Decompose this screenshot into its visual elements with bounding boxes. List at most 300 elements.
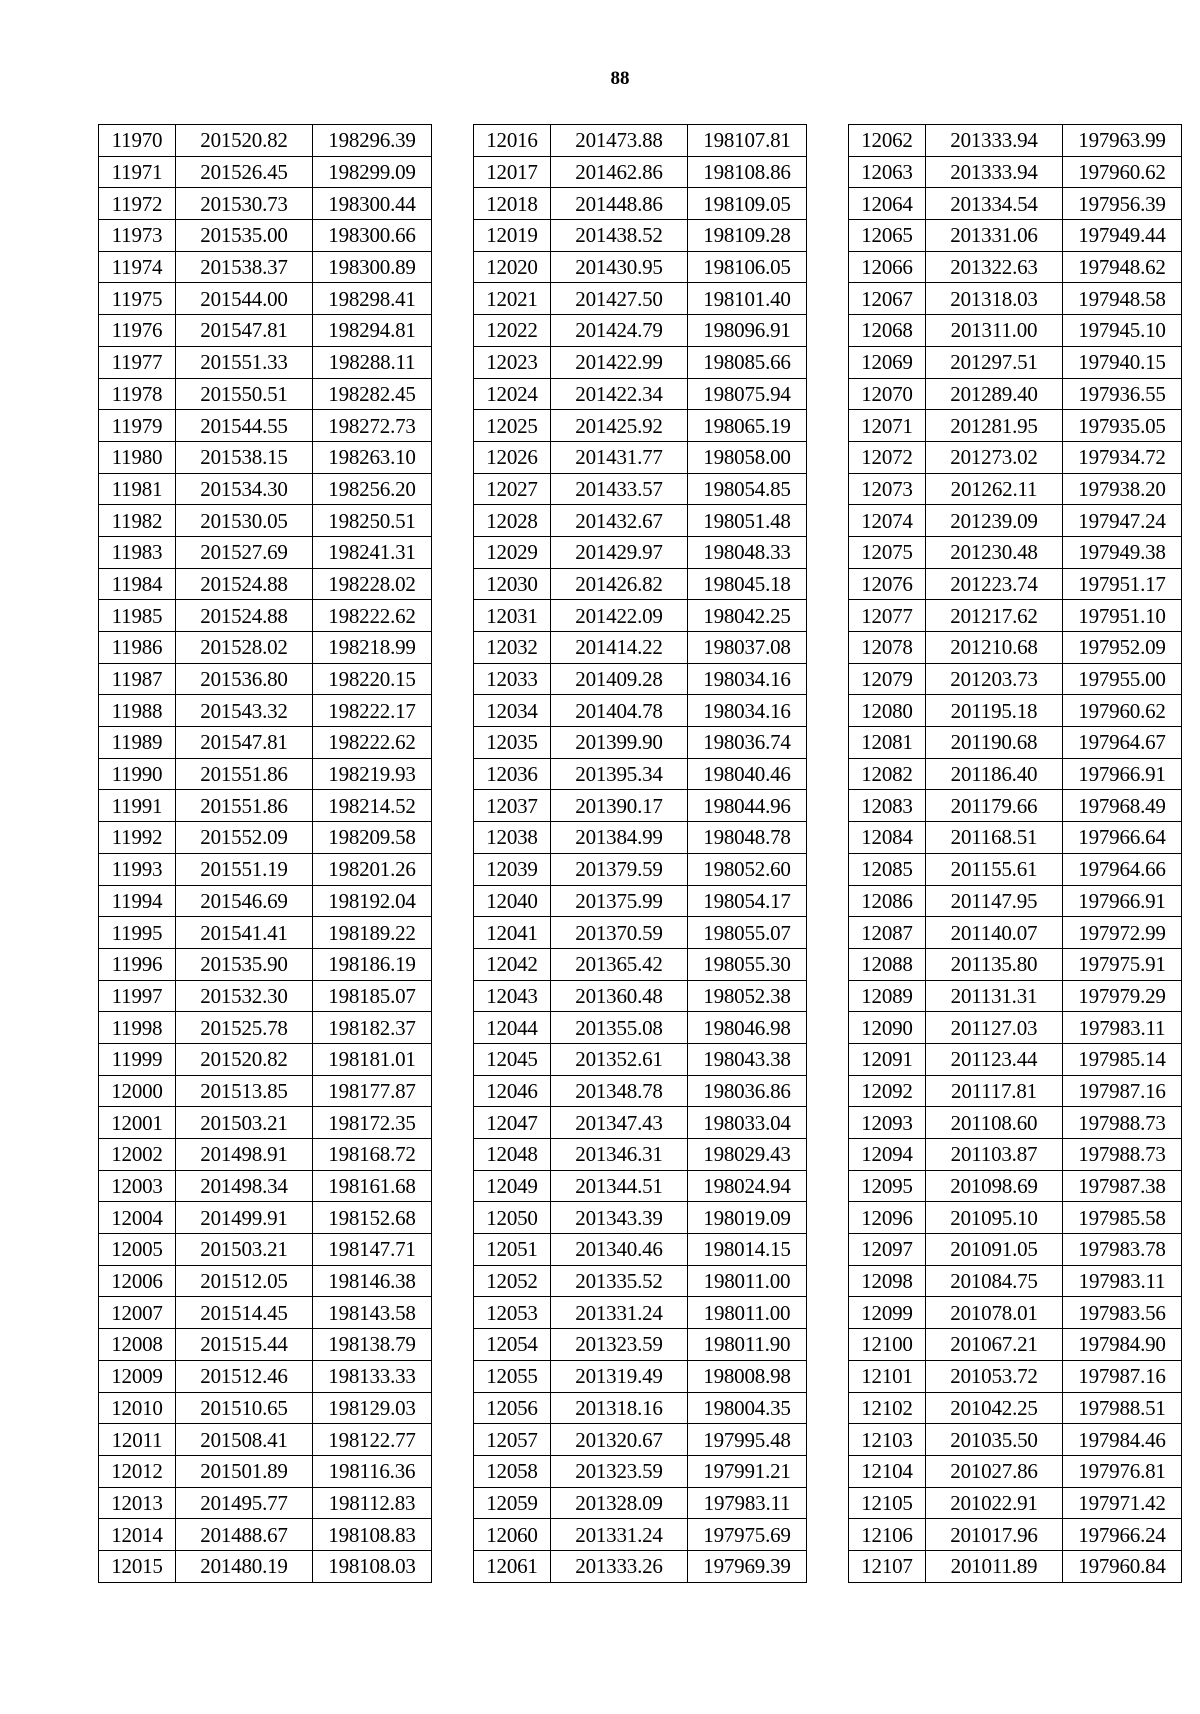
table-row xyxy=(99,1550,432,1582)
y-coordinate-cell: 198300.66 xyxy=(313,220,432,252)
y-coordinate-cell: 197951.17 xyxy=(1063,568,1182,600)
y-coordinate-cell: 198299.09 xyxy=(313,156,432,188)
x-coordinate-cell: 201108.60 xyxy=(926,1107,1063,1139)
table-row xyxy=(474,378,807,410)
point-id-cell: 11985 xyxy=(99,600,176,632)
coordinate-table-3 xyxy=(848,124,1182,1583)
x-coordinate-cell: 201344.51 xyxy=(551,1170,688,1202)
point-id-cell: 12048 xyxy=(474,1139,551,1171)
point-id-cell: 12064 xyxy=(849,188,926,220)
point-id-cell: 12023 xyxy=(474,346,551,378)
point-id-cell: 11999 xyxy=(99,1043,176,1075)
point-id-cell: 11994 xyxy=(99,885,176,917)
point-id-cell: 12098 xyxy=(849,1265,926,1297)
table-row xyxy=(849,1297,1182,1329)
point-id-cell: 12100 xyxy=(849,1329,926,1361)
x-coordinate-cell: 201431.77 xyxy=(551,441,688,473)
table-row xyxy=(474,1265,807,1297)
x-coordinate-cell: 201117.81 xyxy=(926,1075,1063,1107)
point-id-cell: 12026 xyxy=(474,441,551,473)
y-coordinate-cell: 197972.99 xyxy=(1063,917,1182,949)
y-coordinate-cell: 197983.56 xyxy=(1063,1297,1182,1329)
point-id-cell: 12046 xyxy=(474,1075,551,1107)
table-row xyxy=(474,1297,807,1329)
table-row xyxy=(849,536,1182,568)
x-coordinate-cell: 201078.01 xyxy=(926,1297,1063,1329)
y-coordinate-cell: 198065.19 xyxy=(688,410,807,442)
y-coordinate-cell: 197949.38 xyxy=(1063,536,1182,568)
table-row xyxy=(849,1170,1182,1202)
x-coordinate-cell: 201053.72 xyxy=(926,1360,1063,1392)
y-coordinate-cell: 198109.28 xyxy=(688,220,807,252)
point-id-cell: 12101 xyxy=(849,1360,926,1392)
x-coordinate-cell: 201498.91 xyxy=(176,1139,313,1171)
y-coordinate-cell: 198008.98 xyxy=(688,1360,807,1392)
y-coordinate-cell: 198058.00 xyxy=(688,441,807,473)
point-id-cell: 12062 xyxy=(849,125,926,157)
point-id-cell: 12078 xyxy=(849,632,926,664)
point-id-cell: 12022 xyxy=(474,315,551,347)
table-row xyxy=(474,948,807,980)
y-coordinate-cell: 198029.43 xyxy=(688,1139,807,1171)
table-row xyxy=(474,156,807,188)
point-id-cell: 12037 xyxy=(474,790,551,822)
table-row xyxy=(474,600,807,632)
y-coordinate-cell: 198043.38 xyxy=(688,1043,807,1075)
table-row xyxy=(849,663,1182,695)
point-id-cell: 12059 xyxy=(474,1487,551,1519)
x-coordinate-cell: 201508.41 xyxy=(176,1424,313,1456)
table-row xyxy=(99,505,432,537)
point-id-cell: 12071 xyxy=(849,410,926,442)
table-row xyxy=(849,790,1182,822)
x-coordinate-cell: 201127.03 xyxy=(926,1012,1063,1044)
x-coordinate-cell: 201123.44 xyxy=(926,1043,1063,1075)
point-id-cell: 12083 xyxy=(849,790,926,822)
y-coordinate-cell: 198096.91 xyxy=(688,315,807,347)
y-coordinate-cell: 198138.79 xyxy=(313,1329,432,1361)
x-coordinate-cell: 201409.28 xyxy=(551,663,688,695)
x-coordinate-cell: 201422.09 xyxy=(551,600,688,632)
y-coordinate-cell: 198222.62 xyxy=(313,600,432,632)
point-id-cell: 12076 xyxy=(849,568,926,600)
point-id-cell: 12004 xyxy=(99,1202,176,1234)
x-coordinate-cell: 201462.86 xyxy=(551,156,688,188)
x-coordinate-cell: 201347.43 xyxy=(551,1107,688,1139)
coordinate-table-1 xyxy=(98,124,432,1583)
y-coordinate-cell: 197955.00 xyxy=(1063,663,1182,695)
x-coordinate-cell: 201379.59 xyxy=(551,853,688,885)
point-id-cell: 12063 xyxy=(849,156,926,188)
table-row xyxy=(99,727,432,759)
x-coordinate-cell: 201544.55 xyxy=(176,410,313,442)
x-coordinate-cell: 201552.09 xyxy=(176,822,313,854)
x-coordinate-cell: 201395.34 xyxy=(551,758,688,790)
table-row xyxy=(849,1550,1182,1582)
x-coordinate-cell: 201168.51 xyxy=(926,822,1063,854)
x-coordinate-cell: 201515.44 xyxy=(176,1329,313,1361)
y-coordinate-cell: 197952.09 xyxy=(1063,632,1182,664)
y-coordinate-cell: 197934.72 xyxy=(1063,441,1182,473)
x-coordinate-cell: 201042.25 xyxy=(926,1392,1063,1424)
point-id-cell: 11972 xyxy=(99,188,176,220)
point-id-cell: 12075 xyxy=(849,536,926,568)
y-coordinate-cell: 197983.11 xyxy=(1063,1012,1182,1044)
x-coordinate-cell: 201281.95 xyxy=(926,410,1063,442)
table-row xyxy=(474,1360,807,1392)
y-coordinate-cell: 198294.81 xyxy=(313,315,432,347)
table-row xyxy=(849,220,1182,252)
point-id-cell: 12041 xyxy=(474,917,551,949)
y-coordinate-cell: 197960.84 xyxy=(1063,1550,1182,1582)
y-coordinate-cell: 198034.16 xyxy=(688,663,807,695)
y-coordinate-cell: 198228.02 xyxy=(313,568,432,600)
x-coordinate-cell: 201524.88 xyxy=(176,600,313,632)
x-coordinate-cell: 201520.82 xyxy=(176,1043,313,1075)
y-coordinate-cell: 198129.03 xyxy=(313,1392,432,1424)
table-row xyxy=(99,885,432,917)
table-row xyxy=(99,663,432,695)
table-row xyxy=(474,853,807,885)
table-row xyxy=(474,505,807,537)
point-id-cell: 12027 xyxy=(474,473,551,505)
table-row xyxy=(99,1012,432,1044)
point-id-cell: 12094 xyxy=(849,1139,926,1171)
point-id-cell: 12068 xyxy=(849,315,926,347)
table-row xyxy=(474,1519,807,1551)
x-coordinate-cell: 201448.86 xyxy=(551,188,688,220)
y-coordinate-cell: 198108.86 xyxy=(688,156,807,188)
x-coordinate-cell: 201331.24 xyxy=(551,1297,688,1329)
x-coordinate-cell: 201035.50 xyxy=(926,1424,1063,1456)
point-id-cell: 12031 xyxy=(474,600,551,632)
point-id-cell: 12042 xyxy=(474,948,551,980)
x-coordinate-cell: 201544.00 xyxy=(176,283,313,315)
x-coordinate-cell: 201360.48 xyxy=(551,980,688,1012)
x-coordinate-cell: 201375.99 xyxy=(551,885,688,917)
y-coordinate-cell: 198263.10 xyxy=(313,441,432,473)
y-coordinate-cell: 198108.83 xyxy=(313,1519,432,1551)
x-coordinate-cell: 201190.68 xyxy=(926,727,1063,759)
point-id-cell: 11990 xyxy=(99,758,176,790)
x-coordinate-cell: 201433.57 xyxy=(551,473,688,505)
y-coordinate-cell: 198147.71 xyxy=(313,1234,432,1266)
point-id-cell: 12013 xyxy=(99,1487,176,1519)
point-id-cell: 11992 xyxy=(99,822,176,854)
y-coordinate-cell: 197975.91 xyxy=(1063,948,1182,980)
point-id-cell: 12092 xyxy=(849,1075,926,1107)
point-id-cell: 12019 xyxy=(474,220,551,252)
point-id-cell: 11981 xyxy=(99,473,176,505)
x-coordinate-cell: 201503.21 xyxy=(176,1107,313,1139)
x-coordinate-cell: 201551.86 xyxy=(176,790,313,822)
point-id-cell: 11977 xyxy=(99,346,176,378)
x-coordinate-cell: 201340.46 xyxy=(551,1234,688,1266)
table-row xyxy=(474,441,807,473)
x-coordinate-cell: 201513.85 xyxy=(176,1075,313,1107)
x-coordinate-cell: 201135.80 xyxy=(926,948,1063,980)
table-row xyxy=(99,1202,432,1234)
y-coordinate-cell: 198177.87 xyxy=(313,1075,432,1107)
point-id-cell: 12001 xyxy=(99,1107,176,1139)
x-coordinate-cell: 201427.50 xyxy=(551,283,688,315)
x-coordinate-cell: 201297.51 xyxy=(926,346,1063,378)
y-coordinate-cell: 198042.25 xyxy=(688,600,807,632)
table-row xyxy=(849,1265,1182,1297)
table-row xyxy=(849,1487,1182,1519)
point-id-cell: 12009 xyxy=(99,1360,176,1392)
y-coordinate-cell: 198288.11 xyxy=(313,346,432,378)
table-row xyxy=(474,536,807,568)
x-coordinate-cell: 201547.81 xyxy=(176,315,313,347)
table-row xyxy=(849,1519,1182,1551)
x-coordinate-cell: 201499.91 xyxy=(176,1202,313,1234)
y-coordinate-cell: 198209.58 xyxy=(313,822,432,854)
x-coordinate-cell: 201501.89 xyxy=(176,1455,313,1487)
table-row xyxy=(849,473,1182,505)
y-coordinate-cell: 198109.05 xyxy=(688,188,807,220)
y-coordinate-cell: 198222.62 xyxy=(313,727,432,759)
x-coordinate-cell: 201530.73 xyxy=(176,188,313,220)
x-coordinate-cell: 201318.16 xyxy=(551,1392,688,1424)
table-row xyxy=(99,251,432,283)
table-row xyxy=(99,758,432,790)
y-coordinate-cell: 198054.17 xyxy=(688,885,807,917)
y-coordinate-cell: 198048.78 xyxy=(688,822,807,854)
point-id-cell: 11986 xyxy=(99,632,176,664)
x-coordinate-cell: 201352.61 xyxy=(551,1043,688,1075)
point-id-cell: 12024 xyxy=(474,378,551,410)
table-row xyxy=(99,822,432,854)
y-coordinate-cell: 198019.09 xyxy=(688,1202,807,1234)
point-id-cell: 12060 xyxy=(474,1519,551,1551)
table-row xyxy=(99,473,432,505)
table-row xyxy=(474,1012,807,1044)
point-id-cell: 12000 xyxy=(99,1075,176,1107)
x-coordinate-cell: 201103.87 xyxy=(926,1139,1063,1171)
point-id-cell: 12057 xyxy=(474,1424,551,1456)
table-row xyxy=(99,1392,432,1424)
table-row xyxy=(474,885,807,917)
x-coordinate-cell: 201289.40 xyxy=(926,378,1063,410)
x-coordinate-cell: 201551.86 xyxy=(176,758,313,790)
table-row xyxy=(849,410,1182,442)
table-row xyxy=(849,1234,1182,1266)
table-row xyxy=(474,410,807,442)
y-coordinate-cell: 197988.73 xyxy=(1063,1139,1182,1171)
y-coordinate-cell: 198161.68 xyxy=(313,1170,432,1202)
y-coordinate-cell: 198011.00 xyxy=(688,1297,807,1329)
point-id-cell: 11984 xyxy=(99,568,176,600)
y-coordinate-cell: 197948.58 xyxy=(1063,283,1182,315)
y-coordinate-cell: 197938.20 xyxy=(1063,473,1182,505)
x-coordinate-cell: 201429.97 xyxy=(551,536,688,568)
table-row xyxy=(99,220,432,252)
point-id-cell: 12077 xyxy=(849,600,926,632)
table-row xyxy=(849,1075,1182,1107)
x-coordinate-cell: 201535.00 xyxy=(176,220,313,252)
table-row xyxy=(99,315,432,347)
point-id-cell: 12051 xyxy=(474,1234,551,1266)
x-coordinate-cell: 201186.40 xyxy=(926,758,1063,790)
x-coordinate-cell: 201527.69 xyxy=(176,536,313,568)
table-row xyxy=(849,441,1182,473)
x-coordinate-cell: 201503.21 xyxy=(176,1234,313,1266)
x-coordinate-cell: 201535.90 xyxy=(176,948,313,980)
x-coordinate-cell: 201318.03 xyxy=(926,283,1063,315)
x-coordinate-cell: 201273.02 xyxy=(926,441,1063,473)
table-row xyxy=(99,1487,432,1519)
point-id-cell: 12012 xyxy=(99,1455,176,1487)
table-row xyxy=(99,1075,432,1107)
y-coordinate-cell: 197966.91 xyxy=(1063,758,1182,790)
point-id-cell: 12017 xyxy=(474,156,551,188)
point-id-cell: 12049 xyxy=(474,1170,551,1202)
table-row xyxy=(849,568,1182,600)
x-coordinate-cell: 201179.66 xyxy=(926,790,1063,822)
y-coordinate-cell: 198055.07 xyxy=(688,917,807,949)
point-id-cell: 12034 xyxy=(474,695,551,727)
point-id-cell: 12029 xyxy=(474,536,551,568)
y-coordinate-cell: 197949.44 xyxy=(1063,220,1182,252)
point-id-cell: 12007 xyxy=(99,1297,176,1329)
point-id-cell: 12008 xyxy=(99,1329,176,1361)
point-id-cell: 12018 xyxy=(474,188,551,220)
y-coordinate-cell: 198298.41 xyxy=(313,283,432,315)
x-coordinate-cell: 201543.32 xyxy=(176,695,313,727)
point-id-cell: 12006 xyxy=(99,1265,176,1297)
table-row xyxy=(99,125,432,157)
table-row xyxy=(99,441,432,473)
point-id-cell: 12036 xyxy=(474,758,551,790)
y-coordinate-cell: 198220.15 xyxy=(313,663,432,695)
y-coordinate-cell: 198189.22 xyxy=(313,917,432,949)
y-coordinate-cell: 197964.66 xyxy=(1063,853,1182,885)
y-coordinate-cell: 197960.62 xyxy=(1063,156,1182,188)
y-coordinate-cell: 197987.16 xyxy=(1063,1360,1182,1392)
x-coordinate-cell: 201027.86 xyxy=(926,1455,1063,1487)
x-coordinate-cell: 201550.51 xyxy=(176,378,313,410)
point-id-cell: 12061 xyxy=(474,1550,551,1582)
table-row xyxy=(474,1487,807,1519)
point-id-cell: 12021 xyxy=(474,283,551,315)
table-row xyxy=(474,125,807,157)
table-row xyxy=(474,568,807,600)
x-coordinate-cell: 201346.31 xyxy=(551,1139,688,1171)
x-coordinate-cell: 201223.74 xyxy=(926,568,1063,600)
table-row xyxy=(474,1107,807,1139)
table-row xyxy=(99,1455,432,1487)
y-coordinate-cell: 197976.81 xyxy=(1063,1455,1182,1487)
table-row xyxy=(99,695,432,727)
x-coordinate-cell: 201322.63 xyxy=(926,251,1063,283)
x-coordinate-cell: 201328.09 xyxy=(551,1487,688,1519)
point-id-cell: 12040 xyxy=(474,885,551,917)
y-coordinate-cell: 198192.04 xyxy=(313,885,432,917)
table-row xyxy=(99,283,432,315)
y-coordinate-cell: 198036.86 xyxy=(688,1075,807,1107)
point-id-cell: 12099 xyxy=(849,1297,926,1329)
y-coordinate-cell: 198011.90 xyxy=(688,1329,807,1361)
table-row xyxy=(474,1139,807,1171)
x-coordinate-cell: 201333.94 xyxy=(926,156,1063,188)
table-row xyxy=(849,315,1182,347)
table-row xyxy=(474,758,807,790)
point-id-cell: 12055 xyxy=(474,1360,551,1392)
y-coordinate-cell: 198256.20 xyxy=(313,473,432,505)
table-row xyxy=(99,1170,432,1202)
x-coordinate-cell: 201514.45 xyxy=(176,1297,313,1329)
table-row xyxy=(849,1139,1182,1171)
table-row xyxy=(99,632,432,664)
y-coordinate-cell: 198052.38 xyxy=(688,980,807,1012)
point-id-cell: 12053 xyxy=(474,1297,551,1329)
table-row xyxy=(474,695,807,727)
table-row xyxy=(474,473,807,505)
x-coordinate-cell: 201343.39 xyxy=(551,1202,688,1234)
table-row xyxy=(99,188,432,220)
x-coordinate-cell: 201011.89 xyxy=(926,1550,1063,1582)
table-row xyxy=(474,1392,807,1424)
x-coordinate-cell: 201131.31 xyxy=(926,980,1063,1012)
table-row xyxy=(474,980,807,1012)
point-id-cell: 12030 xyxy=(474,568,551,600)
x-coordinate-cell: 201538.15 xyxy=(176,441,313,473)
y-coordinate-cell: 198048.33 xyxy=(688,536,807,568)
table-row xyxy=(849,125,1182,157)
table-row xyxy=(849,948,1182,980)
point-id-cell: 12052 xyxy=(474,1265,551,1297)
y-coordinate-cell: 197975.69 xyxy=(688,1519,807,1551)
y-coordinate-cell: 197971.42 xyxy=(1063,1487,1182,1519)
point-id-cell: 12091 xyxy=(849,1043,926,1075)
point-id-cell: 12107 xyxy=(849,1550,926,1582)
table-row xyxy=(849,505,1182,537)
x-coordinate-cell: 201546.69 xyxy=(176,885,313,917)
y-coordinate-cell: 198143.58 xyxy=(313,1297,432,1329)
table-row xyxy=(99,948,432,980)
point-id-cell: 12065 xyxy=(849,220,926,252)
x-coordinate-cell: 201399.90 xyxy=(551,727,688,759)
y-coordinate-cell: 198272.73 xyxy=(313,410,432,442)
table-row xyxy=(474,1329,807,1361)
y-coordinate-cell: 198044.96 xyxy=(688,790,807,822)
point-id-cell: 12084 xyxy=(849,822,926,854)
point-id-cell: 12014 xyxy=(99,1519,176,1551)
table-row xyxy=(99,1265,432,1297)
y-coordinate-cell: 198046.98 xyxy=(688,1012,807,1044)
y-coordinate-cell: 198300.44 xyxy=(313,188,432,220)
x-coordinate-cell: 201528.02 xyxy=(176,632,313,664)
table-row xyxy=(99,410,432,442)
y-coordinate-cell: 197991.21 xyxy=(688,1455,807,1487)
point-id-cell: 12038 xyxy=(474,822,551,854)
x-coordinate-cell: 201551.19 xyxy=(176,853,313,885)
x-coordinate-cell: 201095.10 xyxy=(926,1202,1063,1234)
point-id-cell: 12020 xyxy=(474,251,551,283)
point-id-cell: 11989 xyxy=(99,727,176,759)
y-coordinate-cell: 198122.77 xyxy=(313,1424,432,1456)
point-id-cell: 12097 xyxy=(849,1234,926,1266)
x-coordinate-cell: 201512.46 xyxy=(176,1360,313,1392)
table-row xyxy=(849,1392,1182,1424)
y-coordinate-cell: 198034.16 xyxy=(688,695,807,727)
y-coordinate-cell: 198181.01 xyxy=(313,1043,432,1075)
table-row xyxy=(849,1424,1182,1456)
point-id-cell: 12033 xyxy=(474,663,551,695)
y-coordinate-cell: 197968.49 xyxy=(1063,790,1182,822)
table-row xyxy=(849,1043,1182,1075)
